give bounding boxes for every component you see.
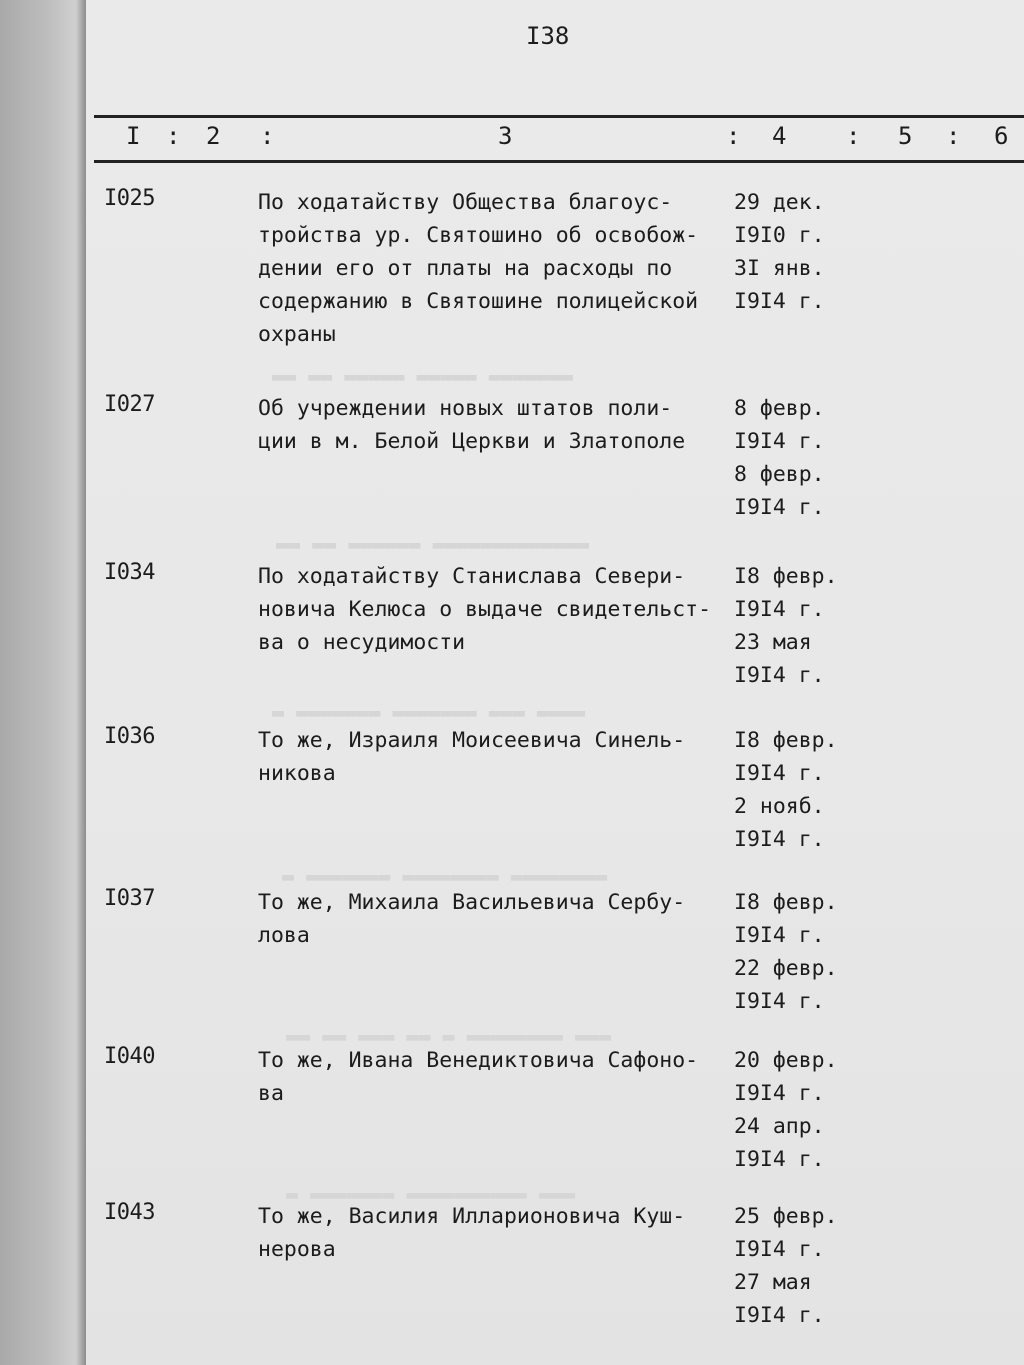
end-year: I9I4 г. [734,989,825,1014]
description-line: нерова [258,1237,336,1262]
column-header-2: 2 [206,122,221,150]
start-date: 8 февр. [734,396,825,421]
end-year: I9I4 г. [734,289,825,314]
description-line: ва о несудимости [258,630,466,655]
case-description [258,886,738,952]
start-date: 29 дек. [734,190,825,215]
case-description [258,1200,738,1266]
bleed-through-text: ▬ ▬▬▬▬▬▬▬ ▬▬▬▬▬▬▬▬ ▬▬▬▬▬▬▬▬ [282,864,608,888]
case-dates [734,186,825,318]
start-date: I8 февр. [734,564,838,589]
start-date: I8 февр. [734,890,838,915]
description-line: То же, Василия Илларионовича Куш- [258,1204,686,1229]
description-line: ва [258,1081,284,1106]
column-separator: : [946,122,961,150]
case-dates [734,1044,838,1176]
case-description [258,186,738,351]
bleed-through-text: ▬ ▬▬▬▬▬▬▬ ▬▬▬▬▬▬▬▬▬▬ ▬▬▬ [286,1182,575,1206]
start-year: I9I4 г. [734,597,825,622]
end-date: 2 нояб. [734,794,825,819]
page-number: I38 [526,22,570,50]
case-number: I034 [104,560,155,585]
description-line: никова [258,761,336,786]
start-year: I9I4 г. [734,923,825,948]
end-date: 8 февр. [734,462,825,487]
case-number: I025 [104,186,155,211]
column-header-4: 4 [772,122,787,150]
case-number: I040 [104,1044,155,1069]
case-description [258,392,738,458]
column-separator: : [260,122,275,150]
description-line: То же, Израиля Моисеевича Синель- [258,728,686,753]
start-year: I9I4 г. [734,429,825,454]
description-line: охраны [258,322,336,347]
case-description [258,1044,738,1110]
case-number: I036 [104,724,155,749]
description-line: ции в м. Белой Церкви и Златополе [258,429,686,454]
case-description [258,724,738,790]
description-line: новича Келюса о выдаче свидетельст- [258,597,712,622]
column-separator: : [726,122,741,150]
column-separator: : [166,122,181,150]
end-year: I9I4 г. [734,495,825,520]
bleed-through-text: ▬ ▬▬▬▬▬▬▬ ▬▬▬▬▬▬▬ ▬▬▬ ▬▬▬▬ [272,700,586,724]
case-dates [734,392,825,524]
case-description [258,560,738,659]
bleed-through-text: ▬▬ ▬▬ ▬▬▬ ▬▬ ▬ ▬▬▬▬▬▬▬▬ ▬▬▬ [286,1024,612,1048]
column-header-3: 3 [498,122,513,150]
column-header-1: I [126,122,141,150]
start-date: 20 февр. [734,1048,838,1073]
column-header-6: 6 [994,122,1009,150]
description-line: лова [258,923,310,948]
end-year: I9I4 г. [734,1147,825,1172]
end-date: 24 апр. [734,1114,825,1139]
column-separator: : [846,122,861,150]
description-line: То же, Ивана Венедиктовича Сафоно- [258,1048,699,1073]
end-year: I9I4 г. [734,827,825,852]
header-rule-bottom [94,160,1024,163]
description-line: То же, Михаила Васильевича Сербу- [258,890,686,915]
previous-page-edge [0,0,86,1365]
end-date: 27 мая [734,1270,812,1295]
case-number: I043 [104,1200,155,1225]
case-number: I037 [104,886,155,911]
start-year: I9I4 г. [734,1081,825,1106]
end-year: I9I4 г. [734,663,825,688]
bleed-through-text: ▬▬ ▬▬ ▬▬▬▬▬ ▬▬▬▬▬ ▬▬▬▬▬▬▬ [272,364,574,388]
end-date: 3I янв. [734,256,825,281]
start-date: 25 февр. [734,1204,838,1229]
document-page [86,0,1024,1365]
description-line: По ходатайству Общества благоус- [258,190,673,215]
end-date: 23 мая [734,630,812,655]
description-line: Об учреждении новых штатов поли- [258,396,673,421]
case-dates [734,560,838,692]
end-date: 22 февр. [734,956,838,981]
case-dates [734,1200,838,1332]
description-line: По ходатайству Станислава Севери- [258,564,686,589]
start-year: I9I4 г. [734,1237,825,1262]
case-dates [734,886,838,1018]
case-number: I027 [104,392,155,417]
header-rule-top [94,115,1024,118]
start-date: I8 февр. [734,728,838,753]
case-dates [734,724,838,856]
start-year: I9I4 г. [734,761,825,786]
bleed-through-text: ▬▬ ▬▬ ▬▬▬▬▬▬ ▬▬▬▬▬▬▬▬▬▬▬▬▬ [276,532,590,556]
end-year: I9I4 г. [734,1303,825,1328]
column-header-5: 5 [898,122,913,150]
description-line: тройства ур. Святошино об освобож- [258,223,699,248]
start-year: I9I0 г. [734,223,825,248]
description-line: содержанию в Святошине полицейской [258,289,699,314]
description-line: дении его от платы на расходы по [258,256,673,281]
